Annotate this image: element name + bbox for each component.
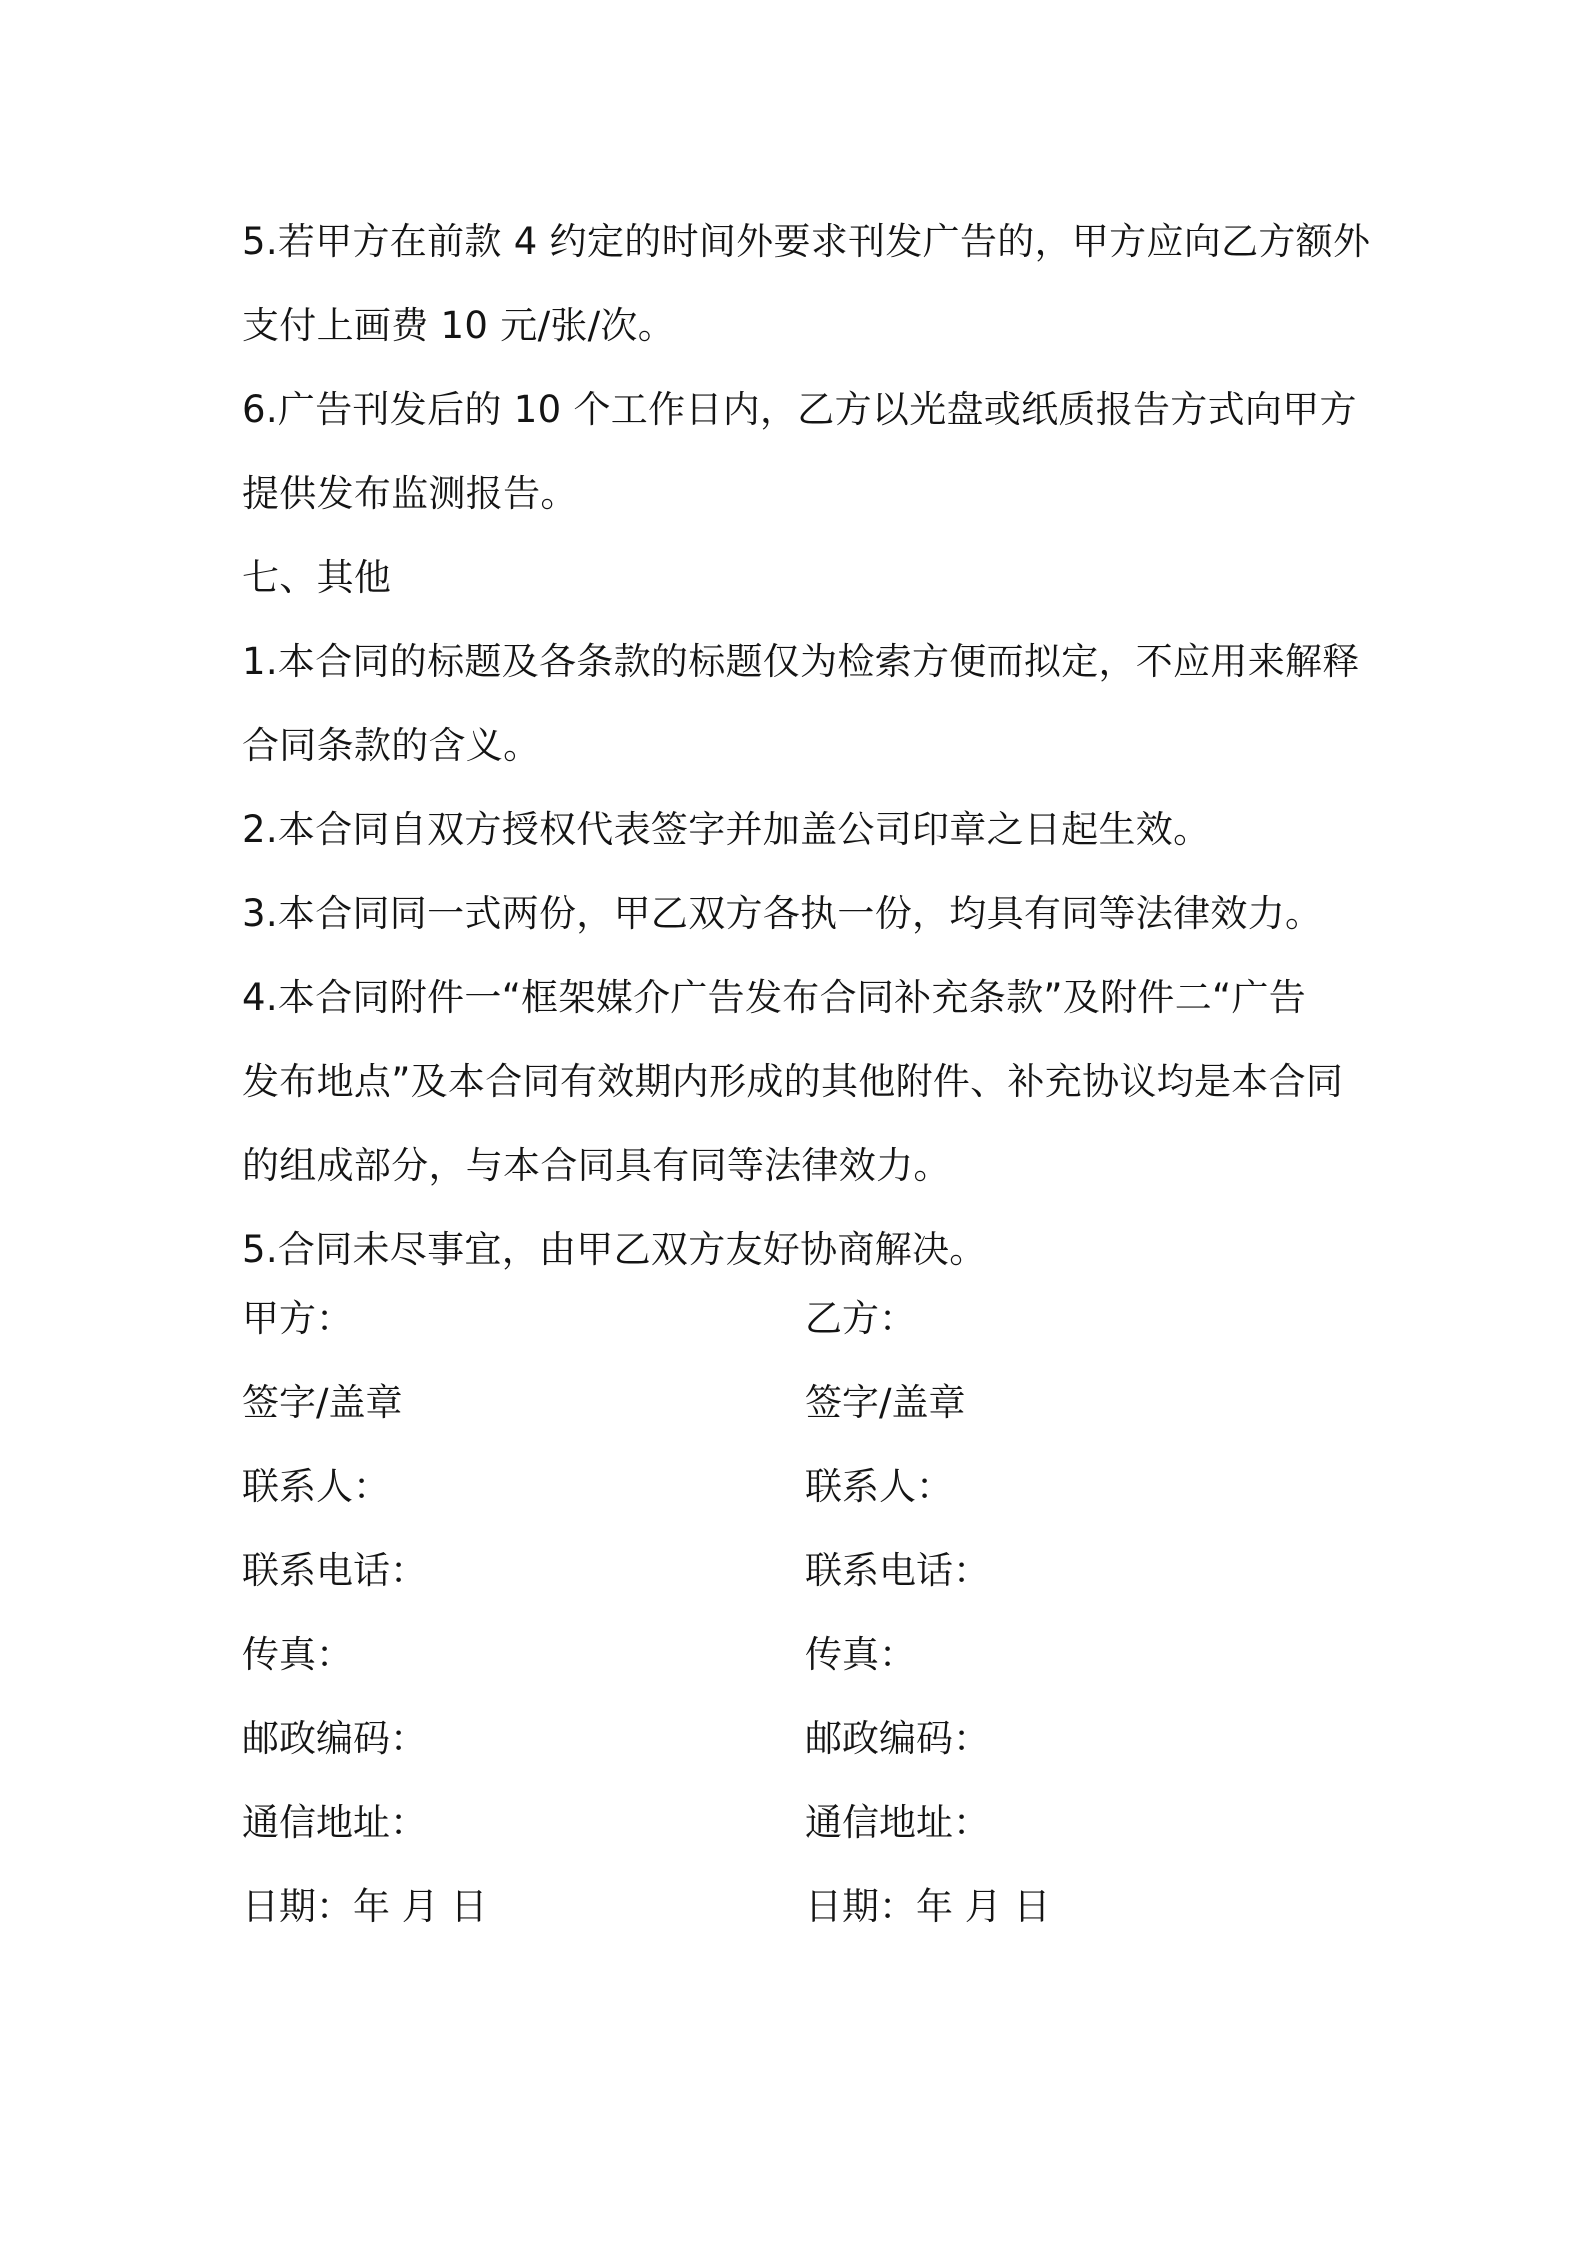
party-a-sign: 签字/盖章 — [242, 1381, 403, 1424]
party-a-phone: 联系电话： — [242, 1549, 427, 1592]
party-a-contact: 联系人： — [242, 1465, 390, 1508]
clause-6-line-2: 提供发布监测报告。 — [242, 472, 578, 515]
party-a-postcode: 邮政编码： — [242, 1717, 427, 1760]
signature-row-party — [242, 1277, 1362, 1361]
other-clause-4-line-1: 4.本合同附件一“框架媒介广告发布合同补充条款”及附件二“广告 — [242, 976, 1307, 1019]
other-clause-1-line-1: 1.本合同的标题及各条款的标题仅为检索方便而拟定，不应用来解释 — [242, 640, 1360, 683]
signature-row-contact — [242, 1445, 1362, 1529]
section-7-heading: 七、其他 — [242, 556, 392, 599]
party-b-postcode: 邮政编码： — [805, 1717, 990, 1760]
signature-row-address — [242, 1781, 1362, 1865]
contract-body — [242, 200, 1371, 1292]
other-clause-4-line-2: 发布地点”及本合同有效期内形成的其他附件、补充协议均是本合同 — [242, 1060, 1344, 1103]
party-b-sign: 签字/盖章 — [805, 1381, 966, 1424]
party-a-date: 日期：年 月 日 — [242, 1885, 488, 1928]
party-a-label: 甲方： — [242, 1297, 353, 1340]
clause-6-line-1: 6.广告刊发后的 10 个工作日内，乙方以光盘或纸质报告方式向甲方 — [242, 388, 1357, 431]
party-b-contact: 联系人： — [805, 1465, 953, 1508]
party-b-address: 通信地址： — [805, 1801, 990, 1844]
party-a-address: 通信地址： — [242, 1801, 427, 1844]
party-a-fax: 传真： — [242, 1633, 353, 1676]
party-b-date: 日期：年 月 日 — [805, 1885, 1051, 1928]
other-clause-1-line-2: 合同条款的含义。 — [242, 724, 541, 767]
other-clause-4-line-3: 的组成部分，与本合同具有同等法律效力。 — [242, 1144, 951, 1187]
signature-row-phone — [242, 1529, 1362, 1613]
clause-5-line-1: 5.若甲方在前款 4 约定的时间外要求刊发广告的，甲方应向乙方额外 — [242, 220, 1371, 263]
signature-row-sign — [242, 1361, 1362, 1445]
signature-row-date — [242, 1865, 1362, 1949]
party-b-label: 乙方： — [805, 1297, 916, 1340]
clause-5-line-2: 支付上画费 10 元/张/次。 — [242, 304, 676, 347]
signature-row-fax — [242, 1613, 1362, 1697]
other-clause-3: 3.本合同同一式两份，甲乙双方各执一份，均具有同等法律效力。 — [242, 892, 1323, 935]
signature-block — [242, 1277, 1362, 1949]
party-b-phone: 联系电话： — [805, 1549, 990, 1592]
other-clause-5: 5.合同未尽事宜，由甲乙双方友好协商解决。 — [242, 1228, 987, 1271]
other-clause-2: 2.本合同自双方授权代表签字并加盖公司印章之日起生效。 — [242, 808, 1211, 851]
signature-row-postcode — [242, 1697, 1362, 1781]
party-b-fax: 传真： — [805, 1633, 916, 1676]
